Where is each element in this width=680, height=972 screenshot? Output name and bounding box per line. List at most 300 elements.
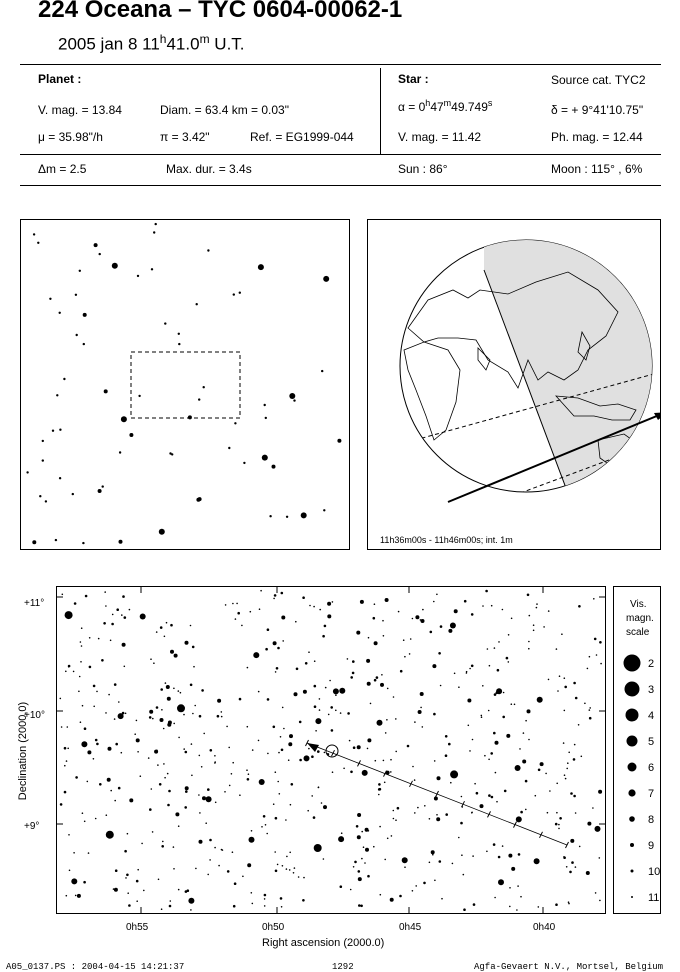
chart-star (599, 900, 601, 902)
chart-star (471, 665, 474, 668)
chart-star (423, 882, 426, 885)
chart-star (383, 635, 385, 637)
chart-star (125, 877, 127, 879)
chart-star (178, 737, 180, 739)
chart-star (376, 676, 379, 679)
chart-star (534, 858, 540, 864)
chart-star (247, 667, 249, 669)
chart-star (420, 692, 424, 696)
legend-label-mag-3: 3 (648, 684, 655, 696)
finder-star (42, 440, 44, 442)
chart-star (570, 792, 573, 795)
chart-star (377, 720, 383, 726)
chart-star (122, 712, 125, 715)
chart-star (258, 740, 260, 742)
chart-star (338, 836, 344, 842)
chart-star (390, 759, 392, 761)
chart-star (491, 605, 493, 607)
chart-star (78, 691, 80, 693)
chart-star (432, 664, 436, 668)
chart-star (568, 903, 570, 905)
magnitude-drop: Δm = 2.5 (38, 162, 87, 176)
chart-star (264, 898, 266, 900)
chart-star (575, 866, 577, 868)
chart-star (486, 851, 488, 853)
finder-star (262, 455, 268, 461)
finder-star (233, 293, 235, 295)
planet-heading: Planet : (38, 72, 82, 86)
chart-star (395, 718, 397, 720)
chart-star (357, 813, 361, 817)
chart-star (506, 734, 510, 738)
chart-star (497, 669, 500, 672)
chart-star (330, 706, 333, 709)
chart-star (363, 846, 365, 848)
chart-star (274, 851, 276, 853)
chart-star (520, 896, 522, 898)
finder-star (289, 393, 295, 399)
legend-dot-mag-3 (625, 682, 640, 697)
chart-star (525, 809, 527, 811)
chart-star (80, 721, 82, 723)
chart-star (207, 788, 210, 791)
chart-star (321, 802, 323, 804)
chart-star (199, 840, 203, 844)
legend-dot-mag-2 (624, 655, 641, 672)
chart-star (429, 818, 431, 820)
chart-star (136, 880, 139, 883)
chart-star (458, 686, 460, 688)
chart-star (193, 666, 195, 668)
chart-star (289, 869, 291, 871)
chart-star (380, 894, 382, 896)
chart-star (170, 624, 173, 627)
chart-star (557, 690, 559, 692)
legend-label-mag-6: 6 (648, 762, 655, 774)
finder-star (72, 493, 74, 495)
chart-star (231, 773, 233, 775)
chart-star (308, 748, 310, 750)
finder-star (83, 343, 85, 345)
finder-star (155, 223, 157, 225)
chart-star (178, 690, 180, 692)
chart-star (489, 665, 491, 667)
chart-star (529, 615, 531, 617)
max-duration: Max. dur. = 3.4s (166, 162, 252, 176)
finder-star (258, 264, 264, 270)
chart-star (264, 894, 267, 897)
chart-star (156, 631, 158, 633)
chart-star (288, 759, 290, 761)
chart-star (353, 866, 355, 868)
chart-star (559, 817, 562, 820)
chart-star (227, 870, 230, 873)
chart-star (461, 796, 463, 798)
chart-star (533, 630, 535, 632)
chart-star (294, 692, 298, 696)
chart-star (114, 718, 116, 720)
chart-star (140, 775, 142, 777)
chart-star (556, 648, 558, 650)
finder-star (49, 298, 51, 300)
chart-star (445, 813, 448, 816)
chart-star (185, 790, 188, 793)
chart-star (361, 831, 363, 833)
chart-star (162, 841, 164, 843)
chart-star (358, 870, 361, 873)
chart-star (101, 659, 104, 662)
chart-star (340, 885, 343, 888)
legend-title-line-1: Vis. (630, 599, 647, 610)
chart-star (191, 743, 193, 745)
finder-star (265, 417, 267, 419)
finder-star (39, 495, 41, 497)
chart-star (493, 843, 496, 846)
chart-star (548, 610, 550, 612)
chart-star (450, 623, 456, 629)
chart-star (214, 755, 216, 757)
chart-star (317, 750, 320, 753)
finder-star (79, 270, 81, 272)
chart-star (322, 635, 325, 638)
finder-star (102, 485, 104, 487)
chart-star (79, 676, 81, 678)
chart-star (198, 794, 200, 796)
chart-star (165, 682, 167, 684)
chart-star (247, 863, 251, 867)
chart-star (445, 754, 448, 757)
chart-star (594, 638, 597, 641)
chart-star (488, 794, 491, 797)
chart-star (488, 759, 490, 761)
star-right-ascension: $\alpha = 0^h47^m49.749^s$ (398, 98, 493, 114)
legend-dot-mag-4 (626, 709, 639, 722)
chart-star (267, 628, 270, 631)
chart-star (273, 726, 276, 729)
chart-star (311, 755, 314, 758)
chart-star (183, 714, 185, 716)
finder-star (323, 509, 325, 511)
chart-star (111, 623, 114, 626)
chart-star (64, 747, 67, 750)
chart-star (279, 793, 281, 795)
chart-star (535, 795, 537, 797)
chart-star (127, 892, 129, 894)
chart-star (566, 866, 568, 868)
chart-star (549, 790, 551, 792)
chart-star (515, 765, 521, 771)
chart-star (538, 906, 540, 908)
legend-dot-mag-9 (630, 843, 634, 847)
chart-star (350, 771, 353, 774)
chart-star (570, 839, 574, 843)
chart-star (412, 890, 414, 892)
chart-star (393, 818, 395, 820)
chart-star (295, 621, 297, 623)
finder-star (323, 276, 329, 282)
chart-star (104, 591, 106, 593)
chart-star (89, 637, 91, 639)
chart-star (99, 783, 102, 786)
chart-star (599, 857, 601, 859)
chart-star (356, 825, 359, 828)
chart-star (566, 768, 568, 770)
finder-star (137, 275, 139, 277)
chart-star (564, 686, 567, 689)
chart-star (434, 760, 436, 762)
chart-star (95, 739, 98, 742)
chart-star (558, 828, 560, 830)
finder-star-field (21, 220, 349, 549)
finder-star (198, 398, 200, 400)
chart-star (95, 818, 97, 820)
finder-star (321, 370, 323, 372)
footer-file-info: A05_0137.PS : 2004-04-15 14:21:37 (6, 962, 185, 972)
chart-star (309, 605, 311, 607)
chart-star (559, 675, 561, 677)
chart-star (374, 679, 377, 682)
chart-star (290, 804, 292, 806)
chart-star (108, 694, 110, 696)
chart-star (206, 796, 212, 802)
chart-star (476, 792, 479, 795)
chart-star (589, 717, 592, 720)
chart-star (509, 906, 511, 908)
chart-star (157, 764, 159, 766)
chart-star (224, 791, 226, 793)
chart-star (325, 687, 327, 689)
chart-star (127, 833, 129, 835)
chart-star (329, 680, 331, 682)
chart-star (199, 812, 201, 814)
chart-star (573, 795, 576, 798)
star-heading: Star : (398, 72, 429, 86)
chart-star (68, 834, 70, 836)
star-photographic-mag: Ph. mag. = 12.44 (551, 130, 643, 144)
chart-star (229, 785, 231, 787)
chart-star (275, 817, 278, 820)
chart-star (514, 704, 516, 706)
chart-star (217, 699, 221, 703)
chart-star (472, 739, 474, 741)
chart-star (149, 716, 152, 719)
chart-star (504, 790, 507, 793)
chart-star (152, 831, 154, 833)
chart-star (185, 786, 189, 790)
chart-star (274, 594, 277, 597)
chart-star (60, 803, 63, 806)
legend-label-mag-8: 8 (648, 814, 655, 826)
chart-star (547, 812, 549, 814)
chart-star (65, 611, 73, 619)
chart-star (538, 769, 541, 772)
chart-star (93, 685, 96, 688)
chart-star (556, 812, 558, 814)
chart-star (494, 647, 496, 649)
chart-star (488, 710, 490, 712)
chart-star (335, 694, 337, 696)
finder-star (42, 459, 44, 461)
chart-star (563, 742, 565, 744)
chart-star (353, 746, 356, 749)
finder-star (119, 540, 123, 544)
chart-star (368, 830, 370, 832)
chart-star (202, 796, 206, 800)
star-declination: δ = + 9°41'10.75" (551, 103, 644, 117)
chart-star (82, 812, 84, 814)
finder-star (75, 294, 77, 296)
chart-star (77, 894, 81, 898)
chart-star (335, 710, 337, 712)
finder-star (76, 334, 78, 336)
chart-star (502, 609, 504, 611)
chart-star (543, 626, 545, 628)
chart-star (315, 730, 317, 732)
finder-star (45, 500, 47, 502)
finder-star (164, 322, 166, 324)
dec-tick-10: +10° (24, 710, 45, 721)
chart-star (340, 712, 342, 714)
chart-star (273, 644, 275, 646)
chart-star (315, 718, 321, 724)
chart-star (168, 721, 172, 725)
chart-star (167, 804, 170, 807)
chart-star (149, 710, 153, 714)
finder-star (269, 515, 271, 517)
chart-star (199, 715, 202, 718)
chart-star (350, 676, 353, 679)
chart-star (331, 729, 334, 732)
chart-star (75, 776, 78, 779)
chart-star (397, 807, 400, 810)
chart-star (156, 706, 159, 709)
chart-star (81, 741, 87, 747)
chart-star (81, 645, 83, 647)
chart-star (438, 652, 441, 655)
chart-star (398, 611, 400, 613)
dec-tick-11: +11° (24, 598, 45, 609)
chart-star (568, 901, 570, 903)
chart-star (422, 726, 424, 728)
chart-star (364, 862, 366, 864)
finder-star (178, 333, 180, 335)
planet-vmag: V. mag. = 13.84 (38, 103, 122, 117)
chart-star (508, 854, 512, 858)
chart-star (129, 798, 133, 802)
chart-star (407, 745, 410, 748)
chart-star (487, 648, 489, 650)
finder-star (272, 465, 276, 469)
chart-star (391, 835, 393, 837)
chart-star (247, 778, 250, 781)
chart-star (417, 807, 419, 809)
chart-star (285, 819, 287, 821)
chart-star (523, 732, 525, 734)
chart-star (511, 703, 513, 705)
chart-star (234, 882, 237, 885)
chart-star (156, 750, 158, 752)
chart-star (395, 751, 397, 753)
chart-star (385, 732, 387, 734)
chart-star (64, 765, 66, 767)
chart-star (358, 904, 361, 907)
chart-star (373, 846, 375, 848)
chart-star (237, 612, 240, 615)
chart-star (548, 679, 550, 681)
chart-star (191, 775, 193, 777)
chart-star (190, 625, 192, 627)
chart-star (433, 713, 436, 716)
finder-star (112, 263, 118, 269)
chart-star (527, 594, 530, 597)
chart-star (368, 637, 370, 639)
chart-star (115, 869, 118, 872)
chart-star (525, 720, 527, 722)
chart-star (350, 889, 352, 891)
chart-star (434, 880, 436, 882)
chart-star (194, 705, 196, 707)
chart-star (239, 698, 242, 701)
chart-star (289, 734, 293, 738)
header-divider (380, 68, 381, 154)
chart-star (584, 703, 586, 705)
chart-star (522, 760, 526, 764)
finder-star (33, 233, 35, 235)
chart-star (319, 709, 321, 711)
chart-star (527, 709, 531, 713)
chart-star (314, 844, 322, 852)
chart-star (261, 826, 263, 828)
finder-star (59, 477, 61, 479)
track-direction-arrow (307, 743, 319, 752)
chart-star (267, 753, 269, 755)
chart-star (357, 835, 361, 839)
chart-star (545, 773, 547, 775)
chart-star (592, 807, 594, 809)
chart-star (361, 858, 363, 860)
chart-star (575, 697, 578, 700)
chart-star (429, 862, 431, 864)
chart-star (87, 750, 91, 754)
chart-star (481, 715, 483, 717)
finder-star (37, 242, 39, 244)
chart-star (152, 718, 154, 720)
chart-star (280, 736, 282, 738)
chart-star (137, 751, 139, 753)
chart-star (75, 895, 77, 897)
finder-star (337, 439, 341, 443)
chart-star (221, 716, 223, 718)
chart-star (259, 779, 265, 785)
finder-star (153, 231, 155, 233)
chart-star (173, 868, 175, 870)
chart-star (319, 609, 321, 611)
finder-star (104, 389, 108, 393)
chart-star (362, 770, 368, 776)
footer-credit: Agfa-Gevaert N.V., Mortsel, Belgium (474, 962, 664, 972)
chart-star (564, 710, 566, 712)
chart-star (275, 771, 277, 773)
chart-star (174, 654, 178, 658)
chart-star (441, 898, 443, 900)
chart-star (367, 682, 371, 686)
chart-star (454, 673, 456, 675)
chart-star (378, 788, 381, 791)
chart-star (356, 631, 360, 635)
chart-star (452, 863, 454, 865)
chart-star (124, 666, 126, 668)
planet-diameter: Diam. = 63.4 km = 0.03" (160, 103, 289, 117)
